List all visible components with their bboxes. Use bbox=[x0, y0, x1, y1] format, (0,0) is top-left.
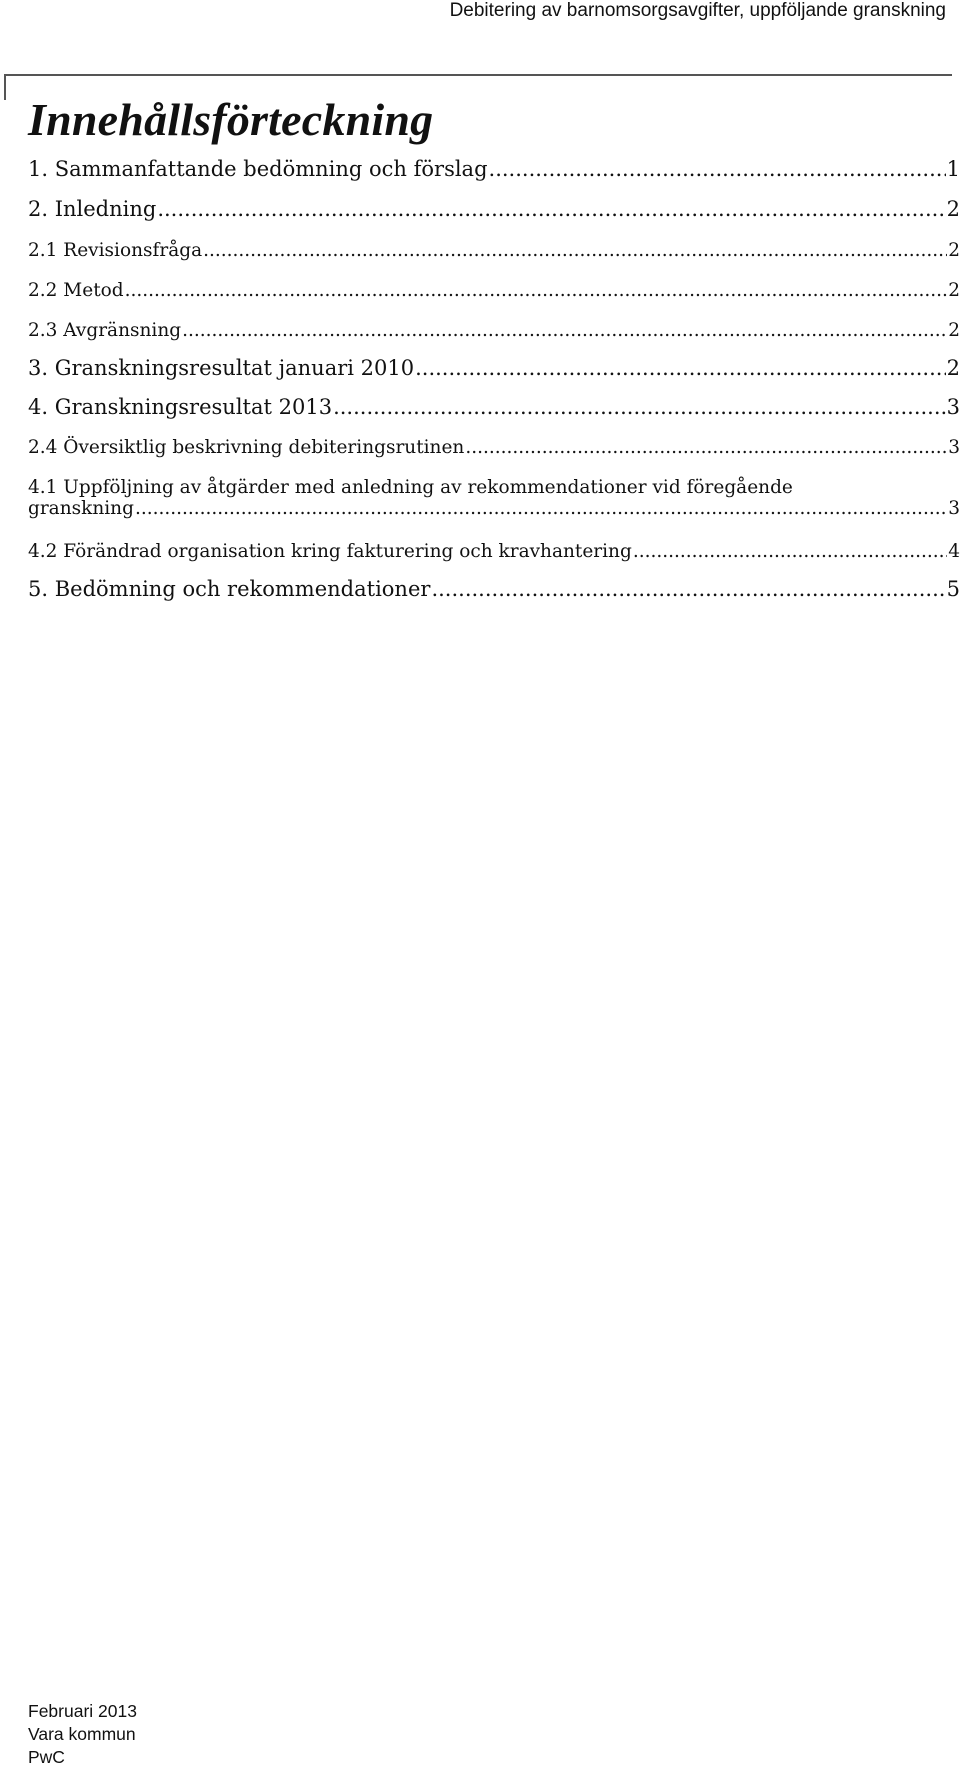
toc-entry-4-2[interactable] bbox=[28, 541, 960, 562]
footer-organization: Vara kommun bbox=[28, 1724, 136, 1744]
footer-date: Februari 2013 bbox=[28, 1701, 137, 1721]
running-header: Debitering av barnomsorgsavgifter, uppföljande granskning bbox=[449, 0, 946, 21]
toc-title: Innehållsförteckning bbox=[28, 94, 434, 145]
toc-entry-2-1[interactable] bbox=[28, 240, 960, 261]
toc-entry-page: 2 bbox=[948, 280, 960, 301]
toc-entry-page: 4 bbox=[948, 541, 960, 562]
toc-entry-label: 2.1 Revisionsfråga bbox=[28, 240, 203, 261]
toc-entry-page: 2 bbox=[946, 356, 960, 380]
dot-leader bbox=[157, 197, 945, 221]
dot-leader bbox=[135, 498, 947, 519]
toc-entry-page: 3 bbox=[946, 395, 960, 419]
toc-entry-label: 1. Sammanfattande bedömning och förslag bbox=[28, 157, 488, 181]
toc-entry-page: 1 bbox=[946, 157, 960, 181]
toc-entry-label: 2.3 Avgränsning bbox=[28, 320, 182, 341]
toc-entry-page: 2 bbox=[946, 197, 960, 221]
toc-entry-label: 5. Bedömning och rekommendationer bbox=[28, 577, 431, 601]
toc-entry-2-2[interactable] bbox=[28, 280, 960, 301]
toc-entry-page: 3 bbox=[948, 498, 960, 519]
toc-entry-2-4[interactable] bbox=[28, 437, 960, 458]
toc-entry-2-3[interactable] bbox=[28, 320, 960, 341]
toc-entry-page: 2 bbox=[948, 320, 960, 341]
toc-entry-label-line2: granskning bbox=[28, 498, 134, 519]
page-footer bbox=[28, 1700, 137, 1769]
toc-entry-label: 4. Granskningsresultat 2013 bbox=[28, 395, 333, 419]
toc-entry-label: 2.4 Översiktlig beskrivning debiteringsrutinen bbox=[28, 437, 465, 458]
dot-leader bbox=[489, 157, 946, 181]
toc-entry-label: 2. Inledning bbox=[28, 197, 157, 221]
toc-entry-3[interactable] bbox=[28, 356, 960, 380]
dot-leader bbox=[431, 577, 945, 601]
toc-entry-2[interactable] bbox=[28, 197, 960, 221]
footer-author: PwC bbox=[28, 1747, 65, 1767]
toc-entry-4[interactable] bbox=[28, 395, 960, 419]
toc-entry-page: 2 bbox=[948, 240, 960, 261]
toc-entry-page: 5 bbox=[946, 577, 960, 601]
dot-leader bbox=[465, 437, 947, 458]
toc-entry-page: 3 bbox=[948, 437, 960, 458]
toc-entry-label-line1: 4.1 Uppföljning av åtgärder med anledning av rekommendationer vid föregående bbox=[28, 477, 793, 498]
toc-entry-label: 3. Granskningsresultat januari 2010 bbox=[28, 356, 415, 380]
toc-entry-label: 4.2 Förändrad organisation kring fakturering och kravhantering bbox=[28, 541, 632, 562]
dot-leader bbox=[633, 541, 947, 562]
dot-leader bbox=[203, 240, 947, 261]
dot-leader bbox=[125, 280, 948, 301]
toc-entry-label: 2.2 Metod bbox=[28, 280, 124, 301]
toc-entry-5[interactable] bbox=[28, 577, 960, 601]
dot-leader bbox=[415, 356, 946, 380]
dot-leader bbox=[333, 395, 946, 419]
dot-leader bbox=[182, 320, 947, 341]
toc-entry-1[interactable] bbox=[28, 157, 960, 181]
toc-entry-4-1[interactable] bbox=[28, 477, 960, 519]
